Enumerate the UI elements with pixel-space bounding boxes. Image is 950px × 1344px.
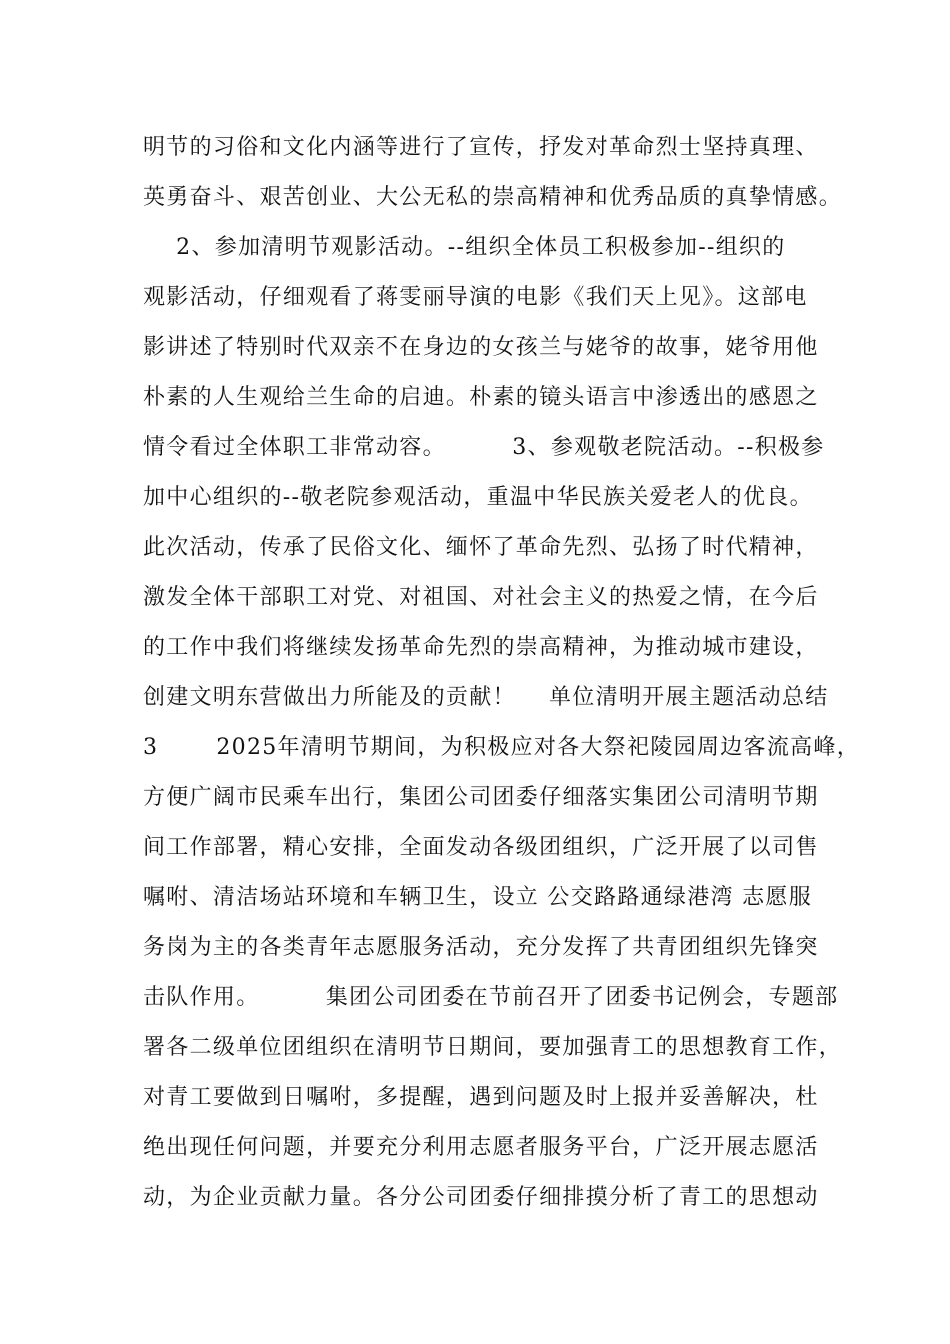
text-line: 3 2025年清明节期间，为积极应对各大祭祀陵园周边客流高峰， [143, 735, 861, 760]
text-line: 情令看过全体职工非常动容。 3、参观敬老院活动。--积极参 [143, 435, 825, 460]
text-line: 2、参加清明节观影活动。--组织全体员工积极参加--组织的 [143, 235, 786, 260]
text-line: 的工作中我们将继续发扬革命先烈的崇高精神，为推动城市建设， [143, 635, 819, 660]
text-line: 对青工要做到日嘱咐，多提醒，遇到问题及时上报并妥善解决，杜 [143, 1085, 819, 1110]
text-line: 间工作部署，精心安排，全面发动各级团组织，广泛开展了以司售 [143, 835, 819, 860]
text-line: 观影活动，仔细观看了蒋雯丽导演的电影《我们天上见》。这部电 [143, 285, 808, 310]
text-line: 此次活动，传承了民俗文化、缅怀了革命先烈、弘扬了时代精神， [143, 535, 819, 560]
text-line: 影讲述了特别时代双亲不在身边的女孩兰与姥爷的故事，姥爷用他 [143, 335, 819, 360]
text-line: 击队作用。 集团公司团委在节前召开了团委书记例会，专题部 [143, 985, 839, 1010]
text-line: 英勇奋斗、艰苦创业、大公无私的崇高精神和优秀品质的真挚情感。 [143, 185, 843, 210]
text-line: 动，为企业贡献力量。各分公司团委仔细排摸分析了青工的思想动 [143, 1185, 819, 1210]
text-line: 务岗为主的各类青年志愿服务活动，充分发挥了共青团组织先锋突 [143, 935, 819, 960]
text-line: 加中心组织的--敬老院参观活动，重温中华民族关爱老人的优良。 [143, 485, 813, 510]
text-line: 绝出现任何问题，并要充分利用志愿者服务平台，广泛开展志愿活 [143, 1135, 819, 1160]
text-line: 嘱咐、清洁场站环境和车辆卫生，设立 公交路路通绿港湾 志愿服 [143, 885, 812, 910]
text-line: 创建文明东营做出力所能及的贡献！ 单位清明开展主题活动总结 [143, 685, 829, 710]
text-line: 朴素的人生观给兰生命的启迪。朴素的镜头语言中渗透出的感恩之 [143, 385, 819, 410]
text-line: 激发全体干部职工对党、对祖国、对社会主义的热爱之情，在今后 [143, 585, 819, 610]
text-line: 署各二级单位团组织在清明节日期间，要加强青工的思想教育工作， [143, 1035, 843, 1060]
text-line: 方便广阔市民乘车出行，集团公司团委仔细落实集团公司清明节期 [143, 785, 819, 810]
text-line: 明节的习俗和文化内涵等进行了宣传，抒发对革命烈士坚持真理、 [143, 135, 819, 160]
